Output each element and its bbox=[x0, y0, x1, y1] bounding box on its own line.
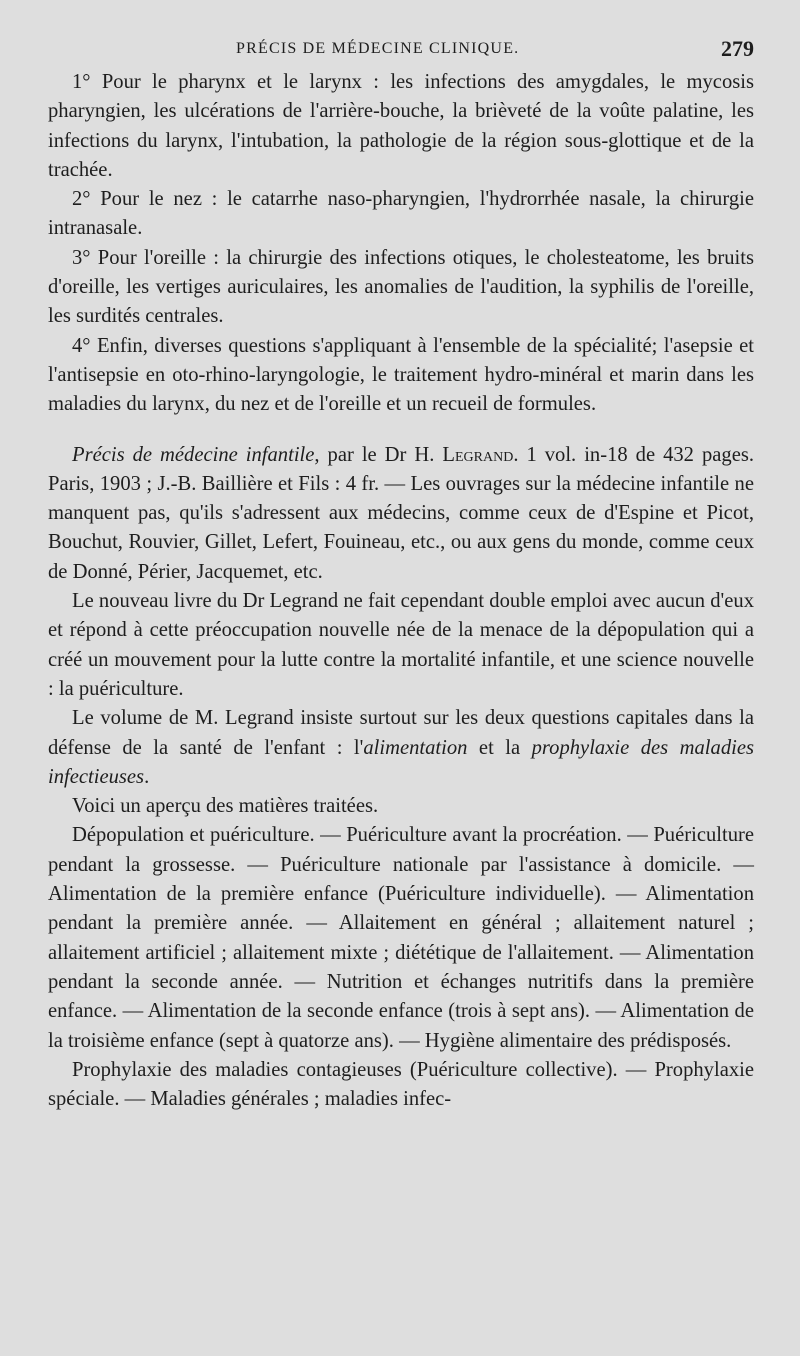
review-paragraph-3 bbox=[48, 704, 754, 792]
review-paragraph-3-mid: et la bbox=[467, 736, 532, 759]
review-paragraph-2: Le nouveau livre du Dr Legrand ne fait cependant double emploi avec aucun d'eux et répond à cette préoccupation nouvelle née de la menace de la dépopulation qui a créé un mouvement pour la lutte contre la mortalité infantile, et une science nouvelle : la puériculture. bbox=[48, 590, 754, 700]
page-body bbox=[48, 68, 754, 1114]
review-paragraph-4: Voici un aperçu des matières traitées. bbox=[72, 795, 379, 818]
list-item-pharynx-larynx: 1° Pour le pharynx et le larynx : les infections des amygdales, le mycosis pharyngien, les ulcérations de l'arrière-bouche, la brièveté de la voûte palatine, les infections du larynx, l'intubation, la pathologie de la région sous-glottique et de la trachée. bbox=[48, 71, 754, 181]
review-paragraph-6: Prophylaxie des maladies contagieuses (Puériculture collective). — Prophylaxie spéciale. — Maladies générales ; maladies infec- bbox=[48, 1058, 754, 1111]
emphasis-alimentation: alimentation bbox=[363, 736, 468, 759]
review-paragraph-3-start: Le volume de M. Legrand insiste surtout sur les deux questions capitales dans la défense de la santé de l'enfant : l' bbox=[48, 707, 754, 759]
running-head bbox=[48, 34, 754, 64]
review-paragraph-5: Dépopulation et puériculture. — Puériculture avant la procréation. — Puériculture pendant la grossesse. — Puériculture nationale par l'assistance à domicile. — Alimentation de la première enfance (Puériculture individuelle). — Alimentation pendant la première année. — Allaitement en général ; allaitement naturel ; allaitement artificiel ; allaitement mixte ; diététique de l'allaitement. — Alimentation pendant la seconde année. — Nutrition et échanges nutritifs dans la première enfance. — Alimentation de la seconde enfance (trois à sept ans). — Alimentation de la troisième enfance (sept à quatorze ans). — Hygiène alimentaire des prédisposés. bbox=[48, 824, 754, 1052]
list-item-nose: 2° Pour le nez : le catarrhe naso-pharyngien, l'hydrorrhée nasale, la chirurgie intranasale. bbox=[48, 188, 754, 240]
review-author-surname: Legrand bbox=[442, 443, 514, 466]
list-item-general: 4° Enfin, diverses questions s'appliquant à l'ensemble de la spécialité; l'asepsie et l'antisepsie en oto-rhino-laryngologie, le traitement hydro-minéral et marin dans les maladies du larynx, du nez et de l'oreille et un recueil de formules. bbox=[48, 334, 754, 416]
review-book-title: Précis de médecine infantile bbox=[72, 443, 315, 466]
list-item-ear: 3° Pour l'oreille : la chirurgie des infections otiques, le cholesteatome, les bruits d'oreille, les vertiges auriculaires, les anomalies de l'audition, la syphilis de l'oreille, les surdités centrales. bbox=[48, 246, 754, 328]
review-paragraph-3-end: . bbox=[144, 765, 150, 788]
page-number: 279 bbox=[721, 36, 754, 61]
running-title: PRÉCIS DE MÉDECINE CLINIQUE. bbox=[236, 40, 520, 57]
review-publication: . 1 vol. in-18 de 432 pages. Paris, 1903 ; J.-B. Baillière et Fils : 4 fr. — Les ouvrages sur la médecine infantile ne manquent pas, qu'ils s'adressent aux médecins, comme ceux de d'Espine et Picot, Bouchut, Rouvier, Gillet, Lefert, Fouineau, etc., ou aux gens du monde, comme ceux de Donné, Périer, Jacquemet, etc. bbox=[48, 443, 754, 583]
review-entry bbox=[48, 441, 754, 587]
review-author-prefix: , par le Dr H. bbox=[314, 443, 443, 466]
emphasis-prophylaxie: prophylaxie des maladies infectieuses bbox=[48, 736, 754, 788]
